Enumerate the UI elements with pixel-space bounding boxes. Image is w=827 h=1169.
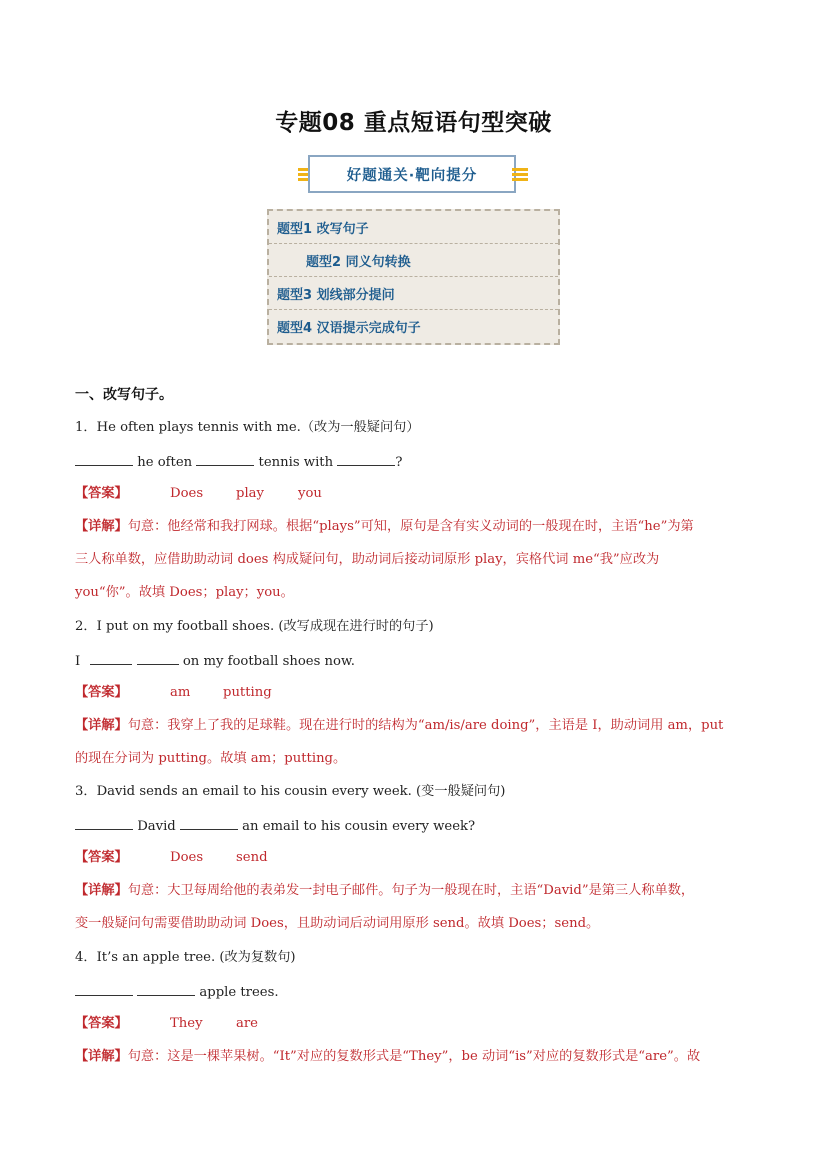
q3-answer-1: Does <box>170 850 204 865</box>
q2-detail-1: 【详解】句意：我穿上了我的足球鞋。现在进行时的结构为“am/is/are doing”，主语是 I，助动词用 am，put <box>75 718 724 733</box>
detail-label: 【详解】 <box>75 1049 128 1064</box>
q4-fill-line <box>75 981 279 1003</box>
q1-answer-line <box>75 484 128 504</box>
q4-stem: 4．It’s an apple tree. (改为复数句) <box>75 950 296 965</box>
banner-right-decoration <box>512 167 528 181</box>
q4-fill-end: apple trees. <box>199 985 279 1000</box>
q1-fill-text-b: tennis with <box>258 455 334 470</box>
q2-fill-end: on my football shoes now. <box>182 654 355 669</box>
question-type-item: 题型2 同义句转换 <box>269 244 558 277</box>
section-heading: 一、改写句子。 <box>75 387 173 403</box>
question-type-item: 题型3 划线部分提问 <box>269 277 558 310</box>
answer-label: 【答案】 <box>75 1016 128 1031</box>
banner-text: 好题通关·靶向提分 <box>346 167 478 184</box>
q3-stem: 3．David sends an email to his cousin every week. (变一般疑问句) <box>75 784 506 799</box>
q1-detail-3: you“你”。故填 Does；play；you。 <box>75 585 294 600</box>
blank[interactable] <box>137 981 195 996</box>
q4-answer-1: They <box>170 1016 203 1031</box>
q1-answer-3: you <box>298 486 322 501</box>
q3-answer-line <box>75 848 128 868</box>
q4-detail-1: 【详解】句意：这是一棵苹果树。“It”对应的复数形式是“They”，be 动词“is”对应的复数形式是“are”。故 <box>75 1049 701 1064</box>
q2-answer-line <box>75 683 128 703</box>
banner <box>298 155 528 195</box>
q3-fill-text-a: David <box>137 819 176 834</box>
blank[interactable] <box>337 451 395 466</box>
blank[interactable] <box>137 650 179 665</box>
q2-answer-2: putting <box>223 685 272 700</box>
q1-fill-line <box>75 451 402 473</box>
q2-fill-line <box>75 650 355 672</box>
q1-answer-1: Does <box>170 486 204 501</box>
q1-stem: 1．He often plays tennis with me.（改为一般疑问句） <box>75 420 420 435</box>
blank[interactable] <box>196 451 254 466</box>
detail-label: 【详解】 <box>75 519 128 534</box>
q3-fill-line <box>75 815 475 837</box>
blank[interactable] <box>75 815 133 830</box>
answer-label: 【答案】 <box>75 850 128 865</box>
q4-answer-line <box>75 1014 128 1034</box>
answer-label: 【答案】 <box>75 685 128 700</box>
q4-answer-2: are <box>236 1016 258 1031</box>
q2-fill-text-a: I <box>75 654 81 669</box>
question-type-item: 题型1 改写句子 <box>269 211 558 244</box>
q3-fill-end: an email to his cousin every week? <box>242 819 476 834</box>
question-type-item: 题型4 汉语提示完成句子 <box>277 321 421 336</box>
detail-label: 【详解】 <box>75 718 128 733</box>
blank[interactable] <box>75 451 133 466</box>
answer-label: 【答案】 <box>75 486 128 501</box>
q2-stem: 2．I put on my football shoes. (改写成现在进行时的句子) <box>75 619 434 634</box>
q2-answer-1: am <box>170 685 191 700</box>
blank[interactable] <box>180 815 238 830</box>
q2-detail-2: 的现在分词为 putting。故填 am；putting。 <box>75 751 347 766</box>
page-title: 专题08 重点短语句型突破 <box>275 110 552 136</box>
q1-detail-1: 【详解】句意：他经常和我打网球。根据“plays”可知，原句是含有实义动词的一般现在时，主语“he”为第 <box>75 519 694 534</box>
q1-fill-end: ? <box>395 455 403 470</box>
detail-label: 【详解】 <box>75 883 128 898</box>
question-type-list <box>267 209 560 345</box>
blank[interactable] <box>90 650 132 665</box>
q3-answer-2: send <box>236 850 268 865</box>
q3-detail-1: 【详解】句意：大卫每周给他的表弟发一封电子邮件。句子为一般现在时，主语“David”是第三人称单数， <box>75 883 695 898</box>
q1-fill-text-a: he often <box>137 455 193 470</box>
blank[interactable] <box>75 981 133 996</box>
q1-answer-2: play <box>236 486 264 501</box>
q3-detail-2: 变一般疑问句需要借助助动词 Does，且助动词后动词用原形 send。故填 Does；send。 <box>75 916 600 931</box>
q1-detail-2: 三人称单数，应借助助动词 does 构成疑问句，助动词后接动词原形 play，宾格代词 me“我”应改为 <box>75 552 660 567</box>
